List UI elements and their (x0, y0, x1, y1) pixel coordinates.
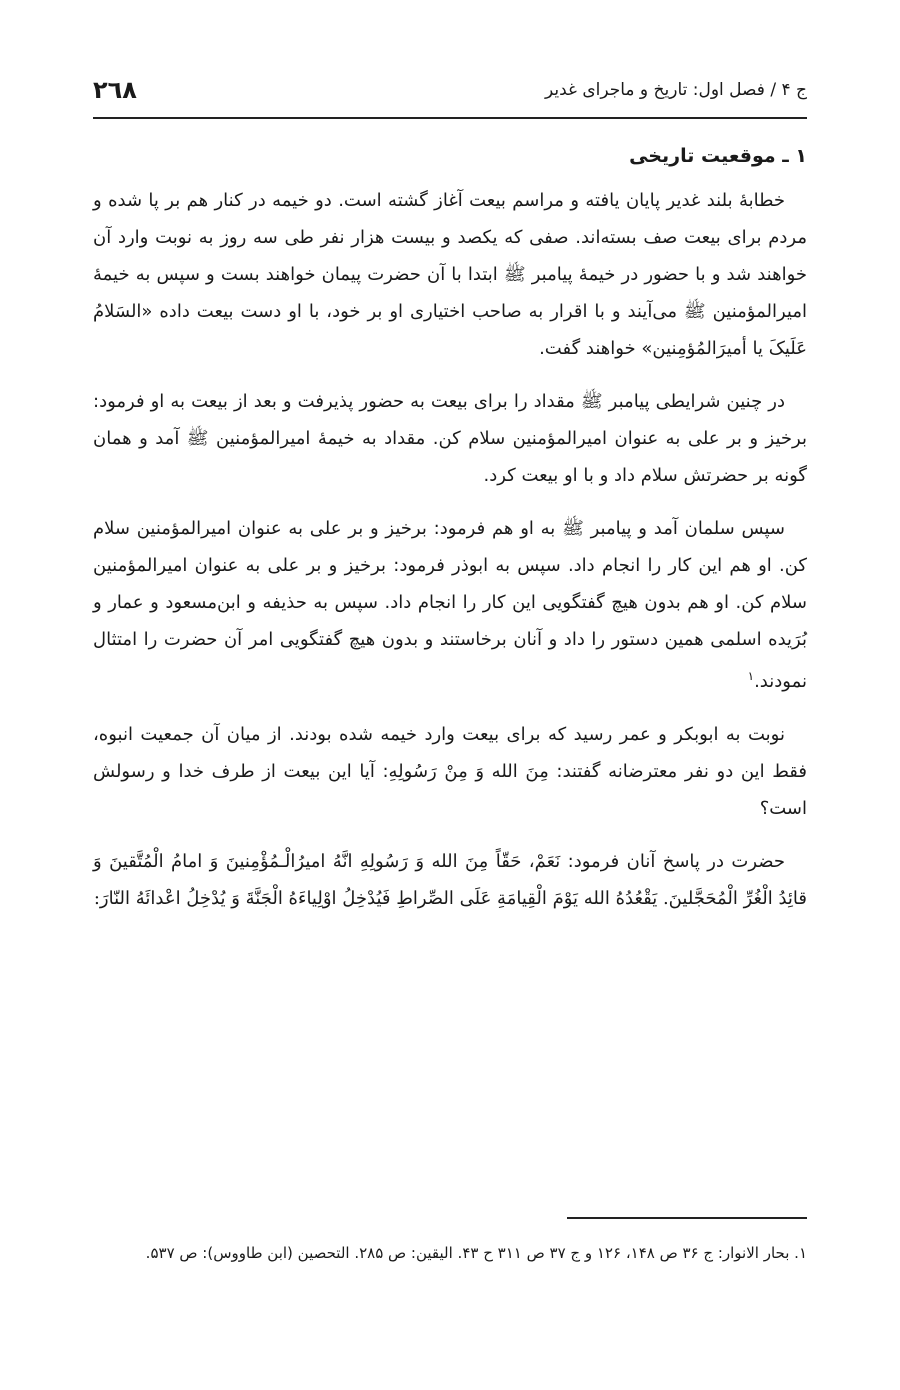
main-text (93, 140, 807, 933)
paragraph-3 (93, 510, 807, 700)
section-title: ١ ـ موقعیت تاریخی (629, 145, 807, 167)
footnote-divider (567, 1217, 807, 1219)
footnote: ١. بحار الانوار: ج ٣۶ ص ١۴٨، ١٢۶ و ج ٣٧ ص ٣١١ ح ۴٣. الیقین: ص ٢٨۵. التحصین (ابن طاووس): ص ۵٣٧. (145, 1244, 807, 1262)
paragraph-4: نوبت به ابوبکر و عمر رسید که برای بیعت وارد خیمه شده بودند. از میان آن جمعیت انبوه، فقط این دو نفر معترضانه گفتند: مِنَ الله وَ مِنْ رَسُولِهِ: آیا این بیعت از طرف خدا و رسولش است؟ (93, 724, 807, 819)
paragraph-2: در چنین شرایطی پیامبر ﷺ مقداد را برای بیعت به حضور پذیرفت و بعد از بیعت به او فرمود: برخیز و بر علی به عنوان امیرالمؤمنین سلام کن. مقداد به خیمهٔ امیرالمؤمنین ﷺ آمد و همان گونه بر حضرتش سلام داد و با او بیعت کرد. (93, 391, 807, 486)
page-header (93, 70, 807, 110)
page-number: ٢٦٨ (93, 76, 137, 104)
paragraph-1: خطابهٔ بلند غدیر پایان یافته و مراسم بیعت آغاز گشته است. دو خیمه در کنار هم بر پا شده و مردم برای بیعت صف بسته‌اند. صفی که یکصد و بیست هزار نفر طی سه روز به نوبت وارد آن خواهند شد و با حضور در خیمهٔ پیامبر ﷺ ابتدا با آن حضرت پیمان خواهند بست و سپس به خیمهٔ امیرالمؤمنین ﷺ می‌آیند و با اقرار به صاحب اختیاری او بر خود، با او دست بیعت داده «السَلامُ عَلَیکَ یا أمیرَالمُؤمِنین» خواهند گفت. (93, 190, 807, 359)
header-divider (93, 117, 807, 119)
running-head: ج ۴ / فصل اول: تاریخ و ماجرای غدیر (544, 80, 807, 100)
paragraph-3-text: سپس سلمان آمد و پیامبر ﷺ به او هم فرمود: برخیز و بر علی به عنوان امیرالمؤمنین سلام کن. او هم این کار را انجام داد. سپس به ابوذر فرمود: برخیز و بر علی به عنوان امیرالمؤمنین سلام کن. او هم بدون هیچ گفتگویی این کار را انجام داد. سپس به حذیفه و ابن‌مسعود و عمار و بُرَیده اسلمی همین دستور را داد و آنان برخاستند و بدون هیچ گفتگویی امر آن حضرت را امتثال نمودند. (93, 518, 807, 692)
arabic-quote: نَعَمْ، حَقّاً مِنَ الله وَ رَسُولِهِ انَّهُ امیرُالْـمُؤْمِنینَ وَ امامُ الْمُتَّقینَ وَ قائِدُ الْغُرِّ الْمُحَجَّلینَ. یَقْعُدُهُ الله یَوْمَ الْقِیامَةِ عَلَى الصِّراطِ فَیُدْخِلُ اوْلِیاءَهُ الْجَنَّةَ وَ یُدْخِلُ اعْدائَهُ النّارَ: (93, 851, 807, 909)
footnote-marker[interactable]: ١ (747, 669, 755, 683)
paragraph-5-intro: حضرت در پاسخ آنان فرمود: (560, 851, 785, 872)
paragraph-5 (93, 843, 807, 917)
